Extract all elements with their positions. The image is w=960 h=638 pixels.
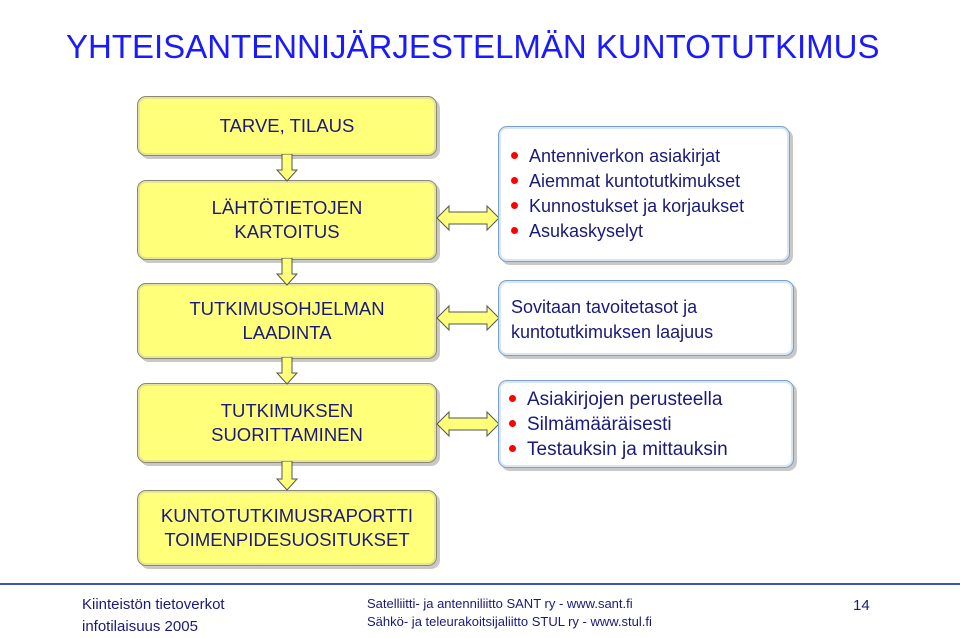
bullet-icon (511, 202, 518, 209)
step-box-tarve (137, 96, 437, 156)
step-label: KUNTOTUTKIMUSRAPORTTI (160, 505, 414, 526)
down-arrow-icon (276, 461, 298, 491)
footer-org-stul: Sähkö- ja teleurakoitsijaliitto STUL ry - www.stul.fi (367, 614, 652, 629)
page-number: 14 (853, 597, 870, 614)
bullet-icon (509, 445, 516, 452)
detail-list (499, 127, 789, 244)
footer-center (367, 595, 652, 631)
detail-box-ohjelma (498, 280, 794, 356)
double-arrow-icon (436, 204, 500, 232)
down-arrow-icon (276, 258, 298, 286)
step-label: TUTKIMUKSEN (220, 400, 354, 421)
step-label: TARVE, TILAUS (219, 115, 355, 136)
step-box-raportti (137, 490, 437, 566)
list-item: Kunnostukset ja korjaukset (509, 194, 789, 219)
detail-list (499, 381, 793, 462)
bullet-icon (509, 420, 516, 427)
list-item: Aiemmat kuntotutkimukset (509, 169, 789, 194)
footer-divider (0, 583, 960, 585)
footer-org-sant: Satelliitti- ja antenniliitto SANT ry - www.sant.fi (367, 596, 633, 611)
footer-event: Kiinteistön tietoverkot (82, 596, 225, 613)
step-label: TOIMENPIDESUOSITUKSET (164, 529, 410, 550)
detail-text: Sovitaan tavoitetasot ja kuntotutkimuksen laajuus (511, 297, 714, 342)
step-label: SUORITTAMINEN (211, 424, 363, 445)
bullet-icon (509, 395, 516, 402)
double-arrow-icon (436, 304, 500, 332)
step-label: LÄHTÖTIETOJEN (211, 197, 363, 218)
detail-box-suoritus (498, 380, 794, 468)
list-item: Asukaskyselyt (509, 219, 789, 244)
footer-event-year: infotilaisuus 2005 (82, 618, 198, 635)
double-arrow-icon (436, 410, 500, 438)
bullet-icon (511, 177, 518, 184)
page-title: YHTEISANTENNIJÄRJESTELMÄN KUNTOTUTKIMUS (66, 28, 880, 65)
step-box-lahtotiedot (137, 180, 437, 260)
footer-left (82, 594, 225, 638)
down-arrow-icon (276, 357, 298, 385)
bullet-icon (511, 152, 518, 159)
bullet-icon (511, 227, 518, 234)
down-arrow-icon (276, 154, 298, 182)
list-item: Asiakirjojen perusteella (507, 387, 793, 412)
list-item: Testauksin ja mittauksin (507, 437, 793, 462)
step-box-suorittaminen (137, 383, 437, 463)
step-box-tutkimusohjelma (137, 283, 437, 359)
list-item: Silmämääräisesti (507, 412, 793, 437)
detail-box-kartoitus (498, 126, 790, 262)
step-label: LAADINTA (242, 322, 332, 343)
step-label: TUTKIMUSOHJELMAN (189, 298, 385, 319)
step-label: KARTOITUS (234, 221, 340, 242)
list-item: Antenniverkon asiakirjat (509, 144, 789, 169)
